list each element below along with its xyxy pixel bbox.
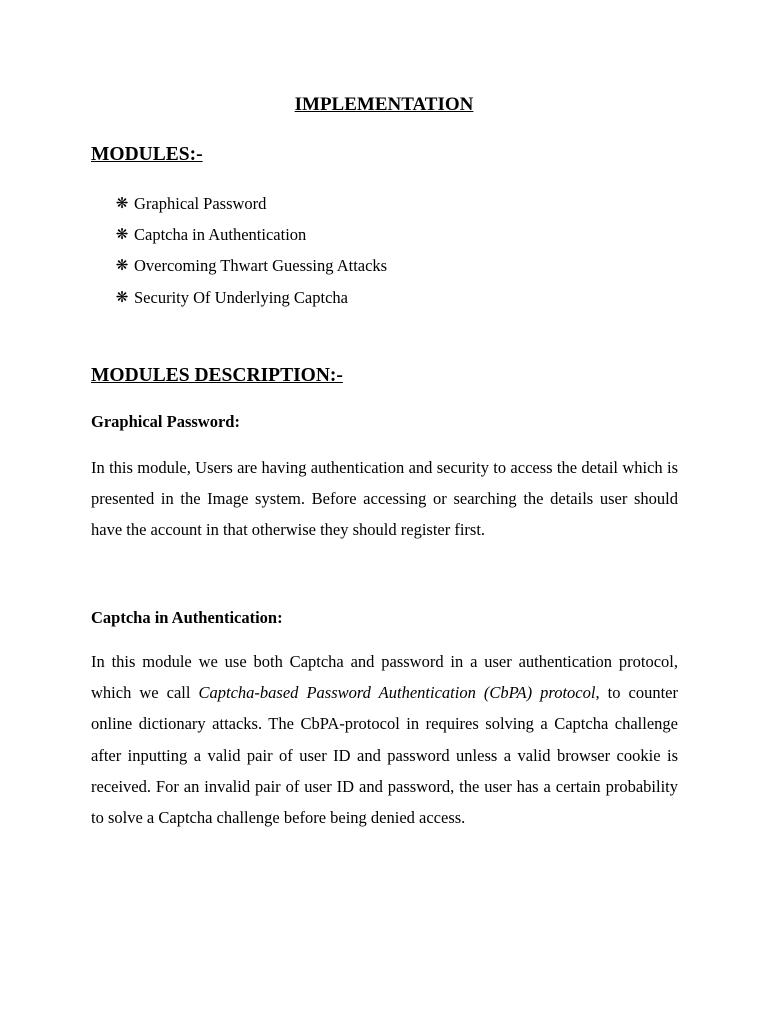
module-label: Overcoming Thwart Guessing Attacks	[134, 256, 388, 276]
list-item	[114, 282, 387, 313]
list-item	[114, 219, 387, 250]
flower-bullet-icon: ❋	[115, 195, 129, 212]
modules-heading: MODULES:-	[91, 144, 203, 165]
page-title	[0, 93, 768, 117]
paragraph-text: , to counter online dictionary attacks. The CbPA-protocol in requires solving a Captcha challenge after inputting a valid pair of user ID and password unless a valid browser cookie is received. For an invalid pair of user ID and password, the user has a certain probability to solve a Captcha challenge before being denied access.	[91, 683, 678, 828]
module-label: Security Of Underlying Captcha	[134, 287, 348, 307]
flower-bullet-icon: ❋	[115, 226, 129, 243]
protocol-name-italic: Captcha-based Password Authentication (CbPA) protocol	[198, 683, 596, 703]
flower-bullet-icon: ❋	[115, 258, 129, 275]
flower-bullet-icon: ❋	[115, 289, 129, 306]
page-title-text: IMPLEMENTATION	[294, 94, 474, 115]
modules-description-heading: MODULES DESCRIPTION:-	[91, 365, 343, 386]
section-text-graphical-password: In this module, Users are having authentication and security to access the detail which is presented in the Image system. Before accessing or searching the details user should have the account in that otherwise they should register first.	[91, 458, 678, 540]
module-label: Graphical Password	[134, 193, 267, 213]
section-heading-graphical-password: Graphical Password:	[91, 412, 240, 431]
list-item	[114, 188, 387, 219]
module-label: Captcha in Authentication	[134, 224, 307, 244]
paragraph-text: In this module we use both Captcha and password in a user authentication protocol, which we call	[91, 652, 678, 703]
modules-list	[114, 188, 387, 313]
section-heading-captcha-authentication: Captcha in Authentication:	[91, 608, 283, 627]
list-item	[114, 251, 387, 282]
section-text-captcha-authentication	[91, 646, 678, 833]
